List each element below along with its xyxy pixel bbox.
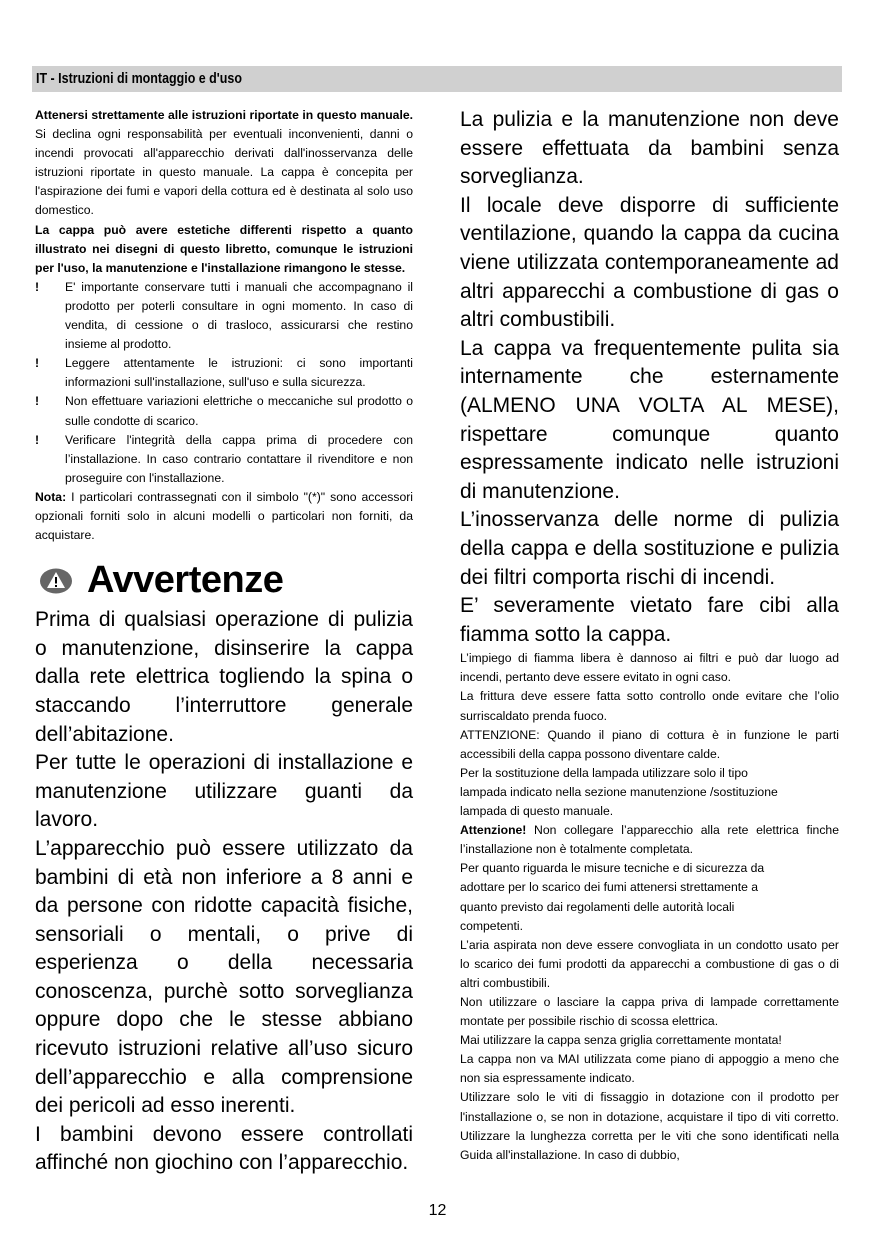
warning-paragraph: La cappa va frequentemente pulita sia internamente che esternamente (ALMENO UNA VOLTA AL MESE), rispettare comunque quanto espressamente indicato nelle istruzioni di manutenzione. <box>460 336 839 503</box>
warnings-heading <box>35 559 413 602</box>
attention-label: Attenzione! <box>460 823 527 838</box>
attention-paragraph: Attenzione! Non collegare l’apparecchio alla rete elettrica finche l’installazione non è totalmente completata. <box>460 823 839 857</box>
exclamation-mark: ! <box>35 432 40 447</box>
exclamation-mark: ! <box>35 279 40 294</box>
section-title: IT - Istruzioni di montaggio e d'uso <box>36 71 242 87</box>
warning-paragraph: Prima di qualsiasi operazione di pulizia o manutenzione, disinserire la cappa dalla rete elettrica togliendo la spina o staccando l’interruttore generale dell’abitazione. <box>35 608 413 746</box>
warning-paragraph: I bambini devono essere controllati affinché non giochino con l’apparecchio. <box>35 1122 413 1175</box>
warning-paragraph: L’inosservanza delle norme di pulizia della cappa e della sostituzione e pulizia dei filtri comporta rischi di incendi. <box>460 508 839 589</box>
list-item: ! Non effettuare variazioni elettriche o meccaniche sul prodotto o sulle condotte di scarico. <box>35 392 413 430</box>
page-number: 12 <box>428 1202 447 1219</box>
warning-paragraph: La pulizia e la manutenzione non deve essere effettuata da bambini senza sorveglianza. <box>460 108 839 189</box>
right-column <box>460 106 839 1165</box>
safety-paragraph: Utilizzare solo le viti di fissaggio in dotazione con il prodotto per l'installazione o, se non in dotazione, acquistare il tipo di viti corretto. Utilizzare la lunghezza corretta per le viti che sono identificati nella Guida all'installazione. In caso di dubbio, <box>460 1090 839 1162</box>
exclamation-mark: ! <box>35 394 40 409</box>
aesthetics-notice: La cappa può avere estetiche differenti rispetto a quanto illustrato nei disegni di questo libretto, comunque le istruzioni per l'uso, la manutenzione e l'installazione rimangono le stesse. <box>35 222 413 275</box>
list-item: ! Verificare l'integrità della cappa prima di procedere con l’installazione. In caso contrario contattare il rivenditore e non proseguire con l'installazione. <box>35 431 413 488</box>
warning-paragraph: E’ severamente vietato fare cibi alla fiamma sotto la cappa. <box>460 594 839 646</box>
section-header <box>32 66 842 92</box>
intro-bold-text: Attenersi strettamente alle istruzioni riportate in questo manuale. <box>35 108 413 122</box>
safety-paragraph: Non utilizzare o lasciare la cappa priva di lampade correttamente montate per possibile rischio di scossa elettrica. <box>460 994 839 1029</box>
list-item: ! Leggere attentamente le istruzioni: ci sono importanti informazioni sull'installazione, sull'uso e sulla sicurezza. <box>35 354 413 392</box>
note-label: Nota: <box>35 489 67 504</box>
warnings-title: Avvertenze <box>87 559 284 602</box>
intro-paragraph <box>35 106 413 221</box>
warning-icon <box>39 567 73 595</box>
safety-paragraph: Mai utilizzare la cappa senza griglia correttamente montata! <box>460 1033 782 1048</box>
warning-paragraph: L’apparecchio può essere utilizzato da bambini di età non inferiore a 8 anni e da persone con ridotte capacità fisiche, sensoriali o mentali, o prive di esperienza o della necessaria conoscenza, purchè sotto sorveglianza oppure dopo che le stesse abbiano ricevuto istruzioni relative all’uso sicuro dell’apparecchio e alla comprensione dei pericoli ad esso inerenti. <box>35 836 413 1118</box>
list-item: ! E' importante conservare tutti i manuali che accompagnano il prodotto per poterli consultare in ogni momento. In caso di vendita, di cessione o di trasloco, assicurarsi che restino insieme al prodotto. <box>35 278 413 354</box>
intro-text: Si declina ogni responsabilità per eventuali inconvenienti, danni o incendi provocati all'apparecchio derivati dall'inosservanza delle istruzioni riportate in questo manuale. La cappa è concepita per l'aspirazione dei fumi e vapori della cottura ed è destinata al solo uso domestico. <box>35 127 413 218</box>
safety-paragraph: L’impiego di fiamma libera è dannoso ai filtri e può dar luogo ad incendi, pertanto deve essere evitato in ogni caso. <box>460 651 839 685</box>
regulations-paragraph: Per quanto riguarda le misure tecniche e di sicurezza da adottare per lo scarico dei fumi attenersi strettamente a quanto previsto dai regolamenti delle autorità locali competenti. <box>460 861 765 933</box>
note-paragraph: Nota: I particolari contrassegnati con il simbolo "(*)" sono accessori opzionali forniti solo in alcuni modelli o particolari non forniti, da acquistare. <box>35 489 413 543</box>
safety-paragraph: L’aria aspirata non deve essere convogliata in un condotto usato per lo scarico dei fumi prodotti da apparecchi a combustione di gas o di altri combustibili. <box>460 937 839 990</box>
safety-paragraph: La frittura deve essere fatta sotto controllo onde evitare che l’olio surriscaldato prenda fuoco. <box>460 689 839 723</box>
exclamation-mark: ! <box>35 356 40 371</box>
left-column <box>35 106 413 1178</box>
lamp-paragraph: Per la sostituzione della lampada utilizzare solo il tipo lampada indicato nella sezione manutenzione /sostituzione lampada di questo manuale. <box>460 765 778 819</box>
warning-paragraph: Per tutte le operazioni di installazione e manutenzione utilizzare guanti da lavoro. <box>35 751 413 832</box>
warning-paragraph: Il locale deve disporre di sufficiente ventilazione, quando la cappa da cucina viene utilizzata contemporaneamente ad altri apparecchi a combustione di gas o altri combustibili. <box>460 193 839 332</box>
safety-paragraph: ATTENZIONE: Quando il piano di cottura è in funzione le parti accessibili della cappa possono diventare calde. <box>460 727 839 761</box>
safety-paragraph: La cappa non va MAI utilizzata come piano di appoggio a meno che non sia espressamente indicato. <box>460 1052 839 1086</box>
